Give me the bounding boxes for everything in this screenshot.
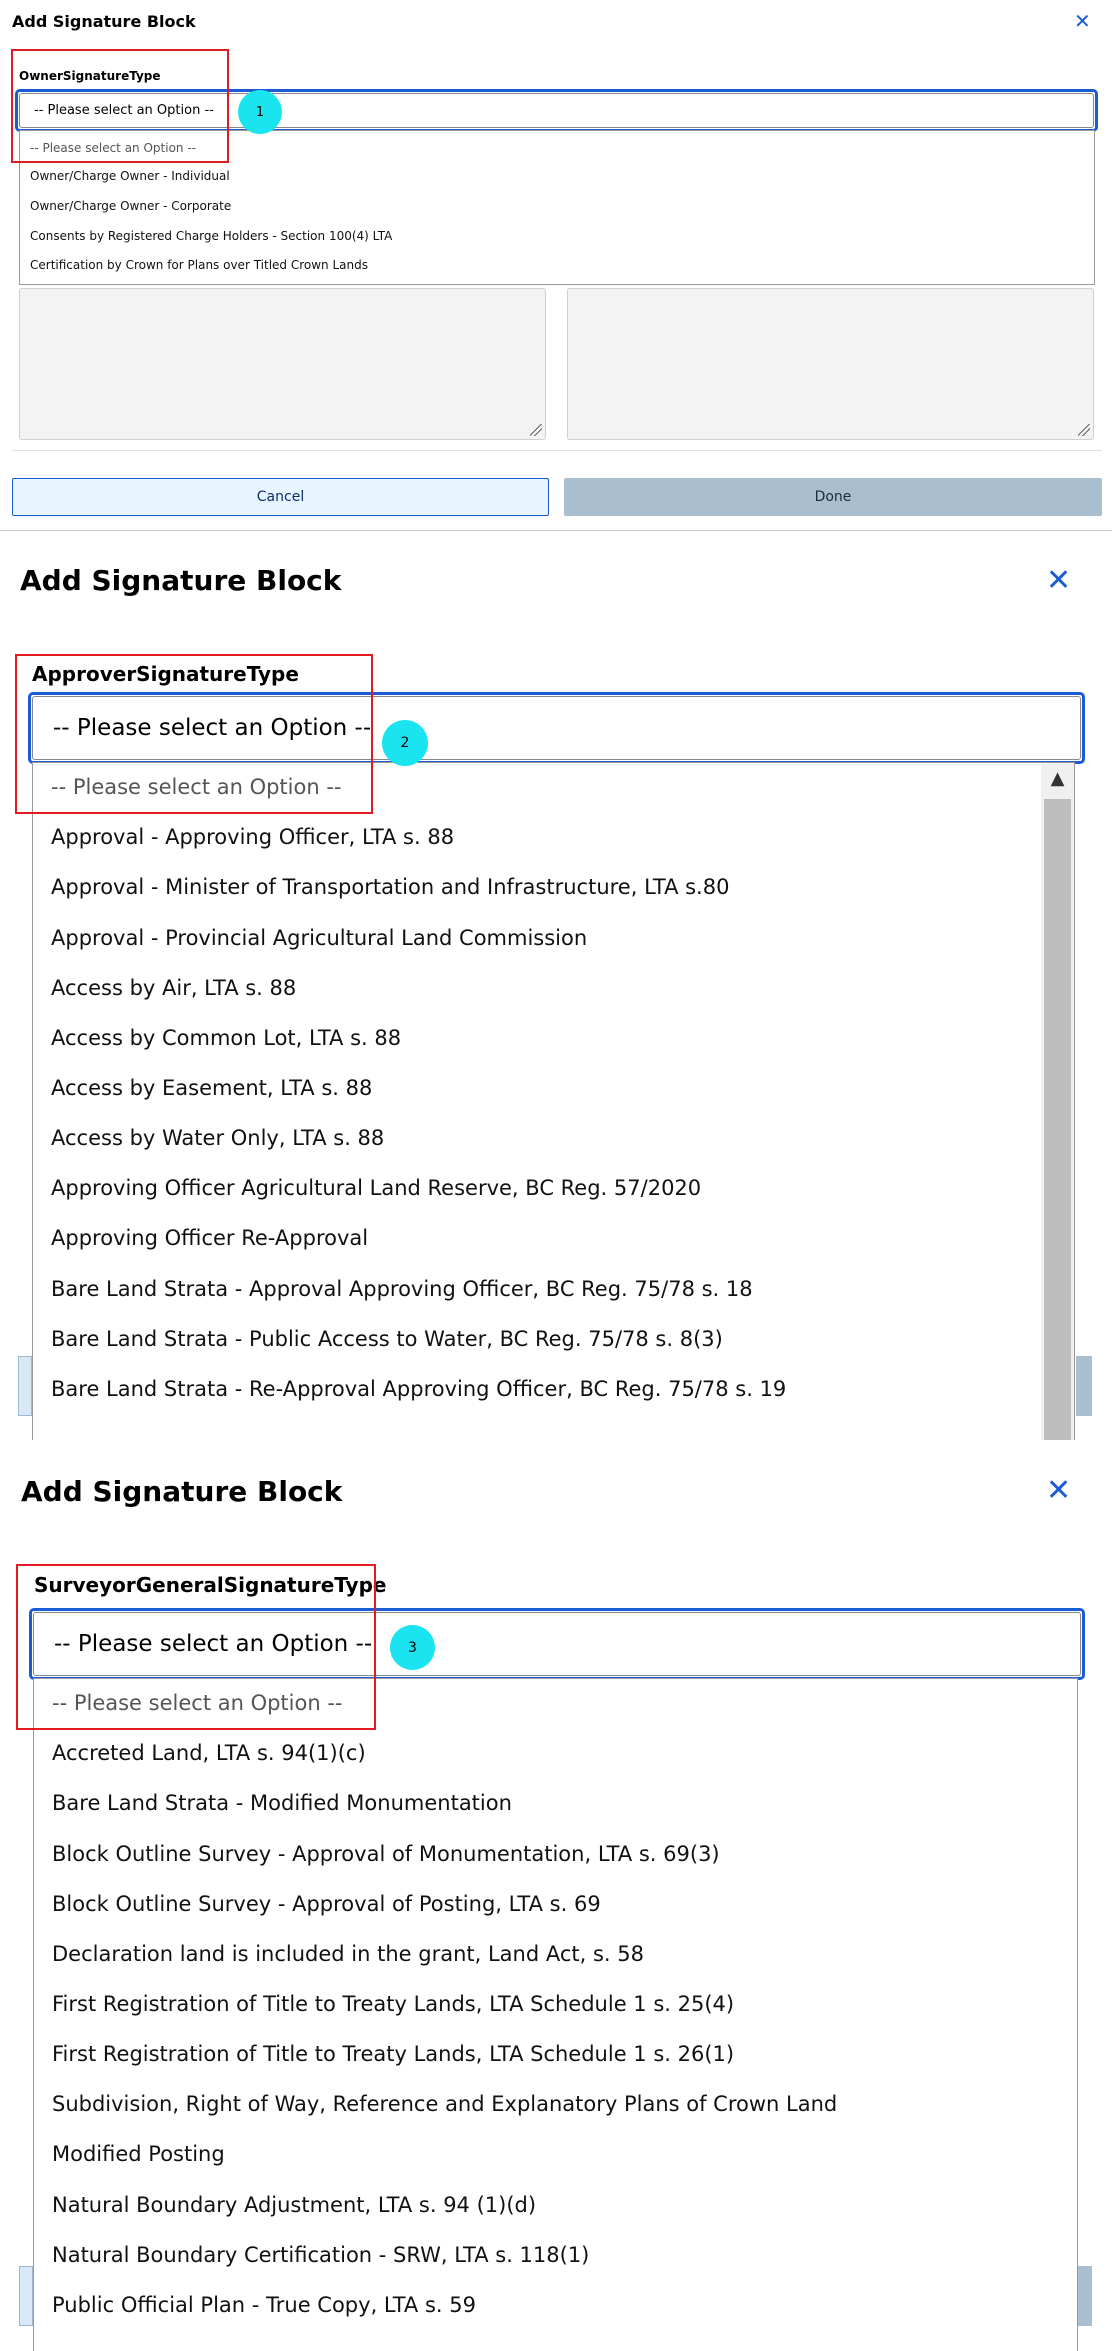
dropdown-option[interactable]: -- Please select an Option -- <box>30 141 196 155</box>
close-icon[interactable]: ✕ <box>1046 1473 1072 1508</box>
step-badge: 1 <box>238 90 282 134</box>
surveyor-general-signature-dialog <box>0 1440 1112 2351</box>
done-button-fragment <box>1076 1356 1092 1416</box>
chevron-up-icon[interactable]: ▲ <box>1050 767 1065 789</box>
scrollbar-thumb[interactable] <box>1044 799 1071 1440</box>
cancel-button-fragment <box>19 2266 33 2326</box>
close-icon[interactable]: ✕ <box>1046 563 1072 598</box>
dropdown-option[interactable]: Approving Officer Re-Approval <box>51 1226 369 1250</box>
select-value: -- Please select an Option -- <box>53 715 372 741</box>
dropdown-option[interactable]: First Registration of Title to Treaty Lands, LTA Schedule 1 s. 25(4) <box>52 1992 735 2016</box>
dropdown-option[interactable]: Owner/Charge Owner - Corporate <box>30 199 232 213</box>
cancel-button-fragment <box>18 1356 32 1416</box>
close-icon[interactable]: ✕ <box>1074 9 1091 33</box>
dropdown-option[interactable]: Natural Boundary Certification - SRW, LTA s. 118(1) <box>52 2243 590 2267</box>
select-value: -- Please select an Option -- <box>34 103 214 118</box>
approver-signature-type-label: ApproverSignatureType <box>32 662 299 686</box>
dropdown-option[interactable]: Approving Officer Agricultural Land Reserve, BC Reg. 57/2020 <box>51 1176 702 1200</box>
surveyor-general-signature-type-label: SurveyorGeneralSignatureType <box>34 1573 387 1597</box>
approver-signature-type-select[interactable] <box>28 692 1085 764</box>
step-badge: 3 <box>390 1625 435 1670</box>
surveyor-general-signature-type-dropdown <box>33 1678 1078 2351</box>
dropdown-option[interactable]: Public Official Plan - True Copy, LTA s. 59 <box>52 2293 476 2317</box>
dropdown-option[interactable]: Consents by Registered Charge Holders - Section 100(4) LTA <box>30 229 393 243</box>
dropdown-option[interactable]: Access by Easement, LTA s. 88 <box>51 1076 373 1100</box>
dropdown-option[interactable]: Approval - Approving Officer, LTA s. 88 <box>51 825 455 849</box>
dropdown-option[interactable]: Natural Boundary Adjustment, LTA s. 94 (1)(d) <box>52 2193 537 2217</box>
approver-signature-dialog <box>0 532 1112 1440</box>
dropdown-option[interactable]: Bare Land Strata - Re-Approval Approving Officer, BC Reg. 75/78 s. 19 <box>51 1377 787 1401</box>
dropdown-option[interactable]: Block Outline Survey - Approval of Monumentation, LTA s. 69(3) <box>52 1842 720 1866</box>
resize-grip-icon[interactable] <box>530 424 542 436</box>
dropdown-option[interactable]: -- Please select an Option -- <box>51 775 342 799</box>
dropdown-option[interactable]: Approval - Provincial Agricultural Land Commission <box>51 926 588 950</box>
dropdown-option[interactable]: Subdivision, Right of Way, Reference and Explanatory Plans of Crown Land <box>52 2092 838 2116</box>
dropdown-option[interactable]: Bare Land Strata - Approval Approving Officer, BC Reg. 75/78 s. 18 <box>51 1277 753 1301</box>
dialog-title: Add Signature Block <box>21 1475 343 1508</box>
dialog-title: Add Signature Block <box>12 12 196 31</box>
divider <box>0 530 1112 531</box>
dropdown-option[interactable]: Owner/Charge Owner - Individual <box>30 169 230 183</box>
owner-signature-type-select[interactable] <box>15 89 1098 132</box>
dropdown-option[interactable]: Bare Land Strata - Public Access to Water, BC Reg. 75/78 s. 8(3) <box>51 1327 723 1351</box>
owner-signature-dialog <box>0 0 1112 532</box>
step-badge: 2 <box>382 720 428 766</box>
surveyor-general-signature-type-select[interactable] <box>29 1608 1085 1680</box>
select-value: -- Please select an Option -- <box>54 1631 373 1657</box>
dropdown-option[interactable]: -- Please select an Option -- <box>52 1691 343 1715</box>
owner-signature-type-dropdown <box>19 130 1095 285</box>
dropdown-option[interactable]: Modified Posting <box>52 2142 225 2166</box>
dropdown-option[interactable]: Certification by Crown for Plans over Titled Crown Lands <box>30 258 368 272</box>
done-button-fragment <box>1078 2266 1092 2326</box>
dropdown-scrollbar[interactable] <box>1041 763 1074 1440</box>
dropdown-option[interactable]: Accreted Land, LTA s. 94(1)(c) <box>52 1741 366 1765</box>
right-textarea[interactable] <box>567 288 1094 440</box>
dropdown-option[interactable]: Access by Common Lot, LTA s. 88 <box>51 1026 402 1050</box>
dropdown-option[interactable]: Approval - Minister of Transportation and Infrastructure, LTA s.80 <box>51 875 730 899</box>
left-textarea[interactable] <box>19 288 546 440</box>
dialog-title: Add Signature Block <box>20 564 342 597</box>
approver-signature-type-dropdown <box>32 762 1075 1440</box>
resize-grip-icon[interactable] <box>1078 424 1090 436</box>
cancel-button[interactable]: Cancel <box>12 478 549 516</box>
dropdown-option[interactable]: Access by Air, LTA s. 88 <box>51 976 297 1000</box>
owner-signature-type-label: OwnerSignatureType <box>19 69 161 83</box>
dropdown-option[interactable]: Bare Land Strata - Modified Monumentation <box>52 1791 512 1815</box>
divider <box>12 450 1102 451</box>
done-button[interactable]: Done <box>564 478 1102 516</box>
dropdown-option[interactable]: Declaration land is included in the grant, Land Act, s. 58 <box>52 1942 645 1966</box>
dropdown-option[interactable]: Access by Water Only, LTA s. 88 <box>51 1126 385 1150</box>
dropdown-option[interactable]: First Registration of Title to Treaty Lands, LTA Schedule 1 s. 26(1) <box>52 2042 735 2066</box>
dropdown-option[interactable]: Block Outline Survey - Approval of Posting, LTA s. 69 <box>52 1892 601 1916</box>
